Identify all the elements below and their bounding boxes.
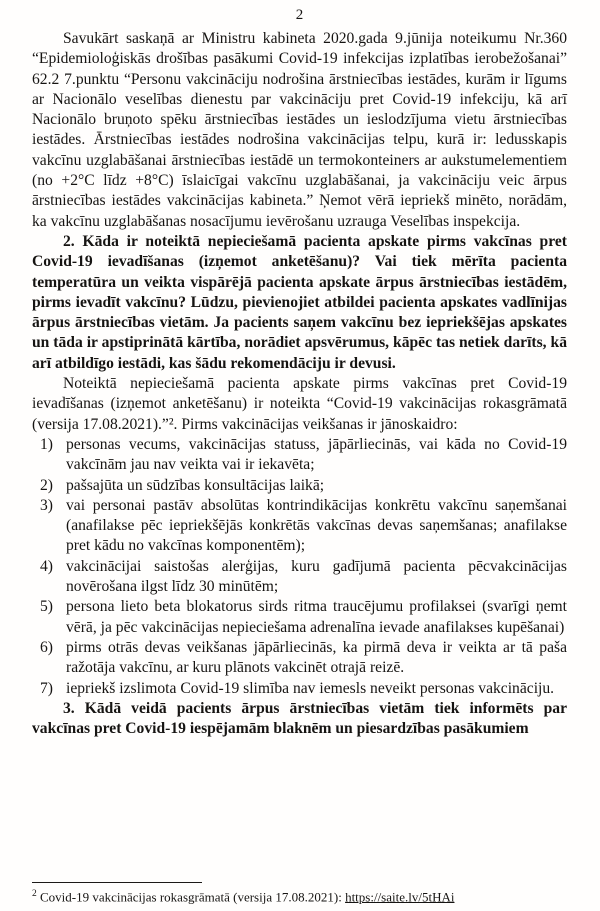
list-item-text: vakcinācijai saistošas alerģijas, kuru gadījumā pacienta pēcvakcinācijas novērošana ilgst līdz 30 minūtēm; [66, 557, 567, 596]
list-item [40, 496, 567, 557]
list-item-text: vai personai pastāv absolūtas kontrindikācijas konkrētu vakcīnu saņemšanai (anafilakse pēc iepriekšējās konkrētās vakcīnas devas saņemšanas; anafilakse pret kādu no vakcīnas komponentēm); [66, 496, 567, 555]
list-item-number: 3) [40, 496, 53, 514]
footnote-divider [32, 882, 202, 883]
paragraph-handbook-intro: Noteiktā nepieciešamā pacienta apskate pirms vakcīnas pret Covid-19 ievadīšanas (izņemot anketēšanu) ir noteikta “Covid-19 vakcinācijas rokasgrāmatā (versija 17.08.2021).”². Pirms vakcinācijas veikšanas ir jānoskaidro: [32, 375, 567, 433]
list-item [40, 597, 567, 638]
list-item-number: 1) [40, 435, 53, 453]
footnote-section [32, 882, 567, 905]
list-item-text: personas vecums, vakcinācijas statuss, jāpārliecinās, vai kāda no Covid-19 vakcīnām jau nav veikta vai ir iekavēta; [66, 435, 567, 474]
list-item [40, 557, 567, 598]
list-item-number: 6) [40, 638, 53, 656]
list-item-number: 5) [40, 598, 53, 616]
question-3: 3. Kādā veidā pacients ārpus ārstniecības vietām tiek informēts par vakcīnas pret Covid-19 iespējamām blaknēm un piesardzības pasākumiem [32, 699, 567, 738]
list-item-text: iepriekš izslimota Covid-19 slimība nav iemesls neveikt personas vakcināciju. [66, 679, 555, 697]
pre-vaccination-checklist [40, 435, 567, 699]
footnote [32, 886, 567, 905]
footnote-link[interactable]: https://saite.lv/5tHAi [345, 889, 455, 904]
paragraph-regulation-360: Savukārt saskaņā ar Ministru kabineta 2020.gada 9.jūnija noteikumu Nr.360 “Epidemioloģiskās drošības pasākumi Covid-19 infekcijas izplatības ierobežošanai” 62.2 7.punktu “Personu vakcināciju nodrošina ārstniecības iestādes, kurām ir līgums ar Nacionālo veselības dienestu par vakcināciju pret Covid-19 infekciju, kā arī Nacionālo bruņoto spēku ārstniecības iestādes un ieslodzījuma vietu ārstniecības iestādes. Ārstniecības iestādes nodrošina vakcinācijas telpu, kurā ir: ledusskapis vakcīnu uzglabāšanai ārstniecības iestādē un termokonteiners ar aukstumelementiem (no +2°C līdz +8°C) īslaicīgai vakcīnu uzglabāšanai, ja vakcināciju veic ārpus ārstniecības iestādes vakcinācijas kabineta.” Ņemot vērā iepriekš minēto, norādām, ka vakcīnu uzglabāšanas nosacījumu ievērošanu uzrauga Veselības inspekcija. [32, 30, 567, 230]
list-item-text: pirms otrās devas veikšanas jāpārliecinās, ka pirmā deva ir veikta ar tā paša ražotāja vakcīnu, ar kuru plānots vakcinēt otrajā reizē. [66, 638, 567, 677]
list-item [40, 638, 567, 679]
list-item-text: persona lieto beta blokatorus sirds ritma traucējumu profilaksei (svarīgi ņemt vērā, ja pēc vakcinācijas nepieciešama adrenalīna ievade anafilakses kupēšanai) [66, 598, 567, 636]
list-item-number: 4) [40, 557, 53, 575]
footnote-marker: 2 [32, 888, 37, 899]
footnote-text: Covid-19 vakcinācijas rokasgrāmatā (versija 17.08.2021): [40, 889, 346, 904]
list-item-text: pašsajūta un sūdzības konsultācijas laikā; [66, 476, 325, 494]
list-item-number: 2) [40, 476, 53, 494]
list-item [40, 679, 567, 699]
page-number: 2 [295, 7, 304, 23]
list-item-number: 7) [40, 679, 53, 697]
question-2: 2. Kāda ir noteiktā nepieciešamā pacienta apskate pirms vakcīnas pret Covid-19 ievadīšanas (izņemot anketēšanu)? Vai tiek mērīta pacienta temperatūra un veikta vispārējā pacienta apskate ārpus ārstniecības iestādēm, pirms ievadīt vakcīnu? Lūdzu, pievienojiet atbildei pacienta apskates vadlīnijas ārpus ārstniecības vietām. Ja pacients saņem vakcīnu bez iepriekšējas apskates un tāda ir apstiprinātā kārtība, norādiet apsvērumus, kāpēc tas netiek darīts, kā arī atbildīgo iestādi, kas šādu rekomendāciju ir devusi. [32, 232, 567, 372]
list-item [40, 476, 567, 496]
list-item [40, 435, 567, 476]
